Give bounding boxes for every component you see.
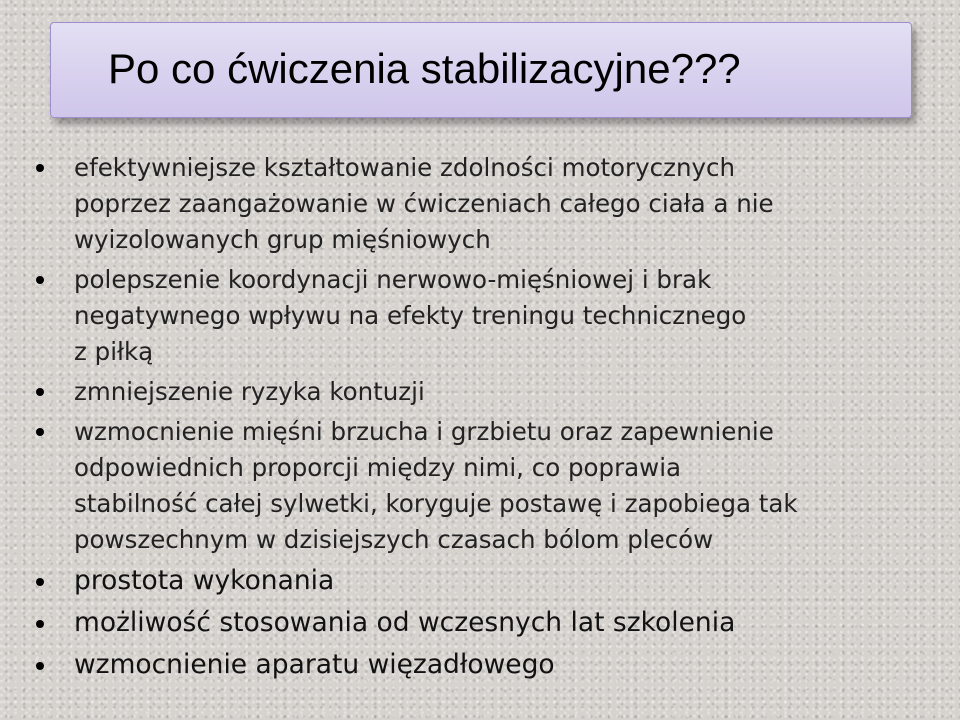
- bullet-list: [36, 150, 936, 688]
- bullet-dot-icon: [36, 578, 44, 586]
- bullet-item: [36, 646, 936, 684]
- bullet-item: [36, 150, 936, 258]
- bullet-dot-icon: [36, 662, 44, 670]
- bullet-line: wzmocnienie mięśni brzucha i grzbietu oraz zapewnienie: [74, 417, 774, 446]
- bullet-line: odpowiednich proporcji między nimi, co poprawia: [74, 453, 682, 482]
- bullet-line: polepszenie koordynacji nerwowo-mięśniowej i brak: [74, 265, 712, 294]
- bullet-line: stabilność całej sylwetki, koryguje postawę i zapobiega tak: [74, 489, 798, 518]
- bullet-line: wzmocnienie aparatu więzadłowego: [74, 649, 555, 680]
- bullet-line: negatywnego wpływu na efekty treningu technicznego: [74, 301, 747, 330]
- bullet-line: powszechnym w dzisiejszych czasach bólom pleców: [74, 525, 714, 554]
- slide-title: Po co ćwiczenia stabilizacyjne???: [108, 45, 741, 92]
- bullet-line: poprzez zaangażowanie w ćwiczeniach całego ciała a nie: [74, 189, 774, 218]
- bullet-line: wyizolowanych grup mięśniowych: [74, 225, 491, 254]
- bullet-line: prostota wykonania: [74, 565, 335, 596]
- bullet-dot-icon: [36, 276, 44, 284]
- bullet-item: [36, 262, 936, 370]
- bullet-line: z piłką: [74, 337, 154, 366]
- bullet-dot-icon: [36, 428, 44, 436]
- bullet-line: efektywniejsze kształtowanie zdolności motorycznych: [74, 153, 735, 182]
- bullet-item: [36, 414, 936, 558]
- bullet-item: [36, 562, 936, 600]
- bullet-item: [36, 374, 936, 410]
- bullet-dot-icon: [36, 620, 44, 628]
- bullet-dot-icon: [36, 164, 44, 172]
- bullet-item: [36, 604, 936, 642]
- bullet-line: możliwość stosowania od wczesnych lat szkolenia: [74, 607, 736, 638]
- bullet-dot-icon: [36, 388, 44, 396]
- bullet-line: zmniejszenie ryzyka kontuzji: [74, 377, 425, 406]
